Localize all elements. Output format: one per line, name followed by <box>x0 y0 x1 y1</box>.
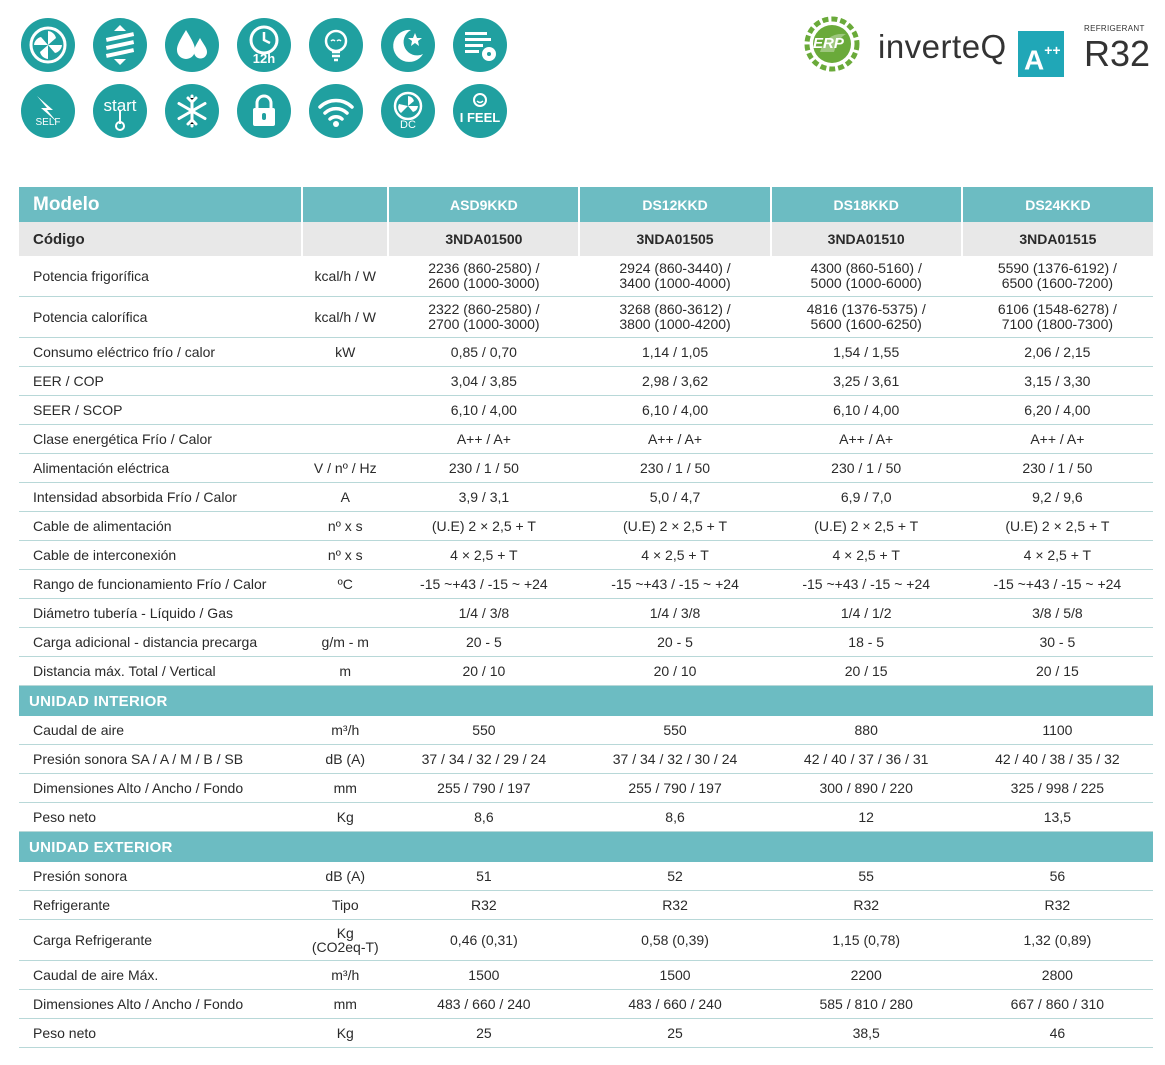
value-cell: 8,6 <box>388 803 579 832</box>
value-cell: -15 ~+43 / -15 ~ +24 <box>962 570 1153 599</box>
value-cell: 0,85 / 0,70 <box>388 338 579 367</box>
unit-stack <box>312 926 379 954</box>
row-unit <box>302 920 388 961</box>
value-cell: -15 ~+43 / -15 ~ +24 <box>388 570 579 599</box>
value-cell <box>962 297 1153 338</box>
value-cell: 325 / 998 / 225 <box>962 774 1153 803</box>
value-cell: 1,54 / 1,55 <box>771 338 962 367</box>
value-cell: 585 / 810 / 280 <box>771 990 962 1019</box>
self-label: SELF <box>35 117 61 128</box>
wifi-icon <box>309 84 363 138</box>
value-cell: -15 ~+43 / -15 ~ +24 <box>771 570 962 599</box>
value-cell: 8,6 <box>579 803 770 832</box>
value-cell: 42 / 40 / 37 / 36 / 31 <box>771 745 962 774</box>
value-cell: 1,15 (0,78) <box>771 920 962 961</box>
value-cell: 880 <box>771 716 962 745</box>
product-code: 3NDA01515 <box>962 222 1153 256</box>
value-cell: 4 × 2,5 + T <box>388 541 579 570</box>
table-row <box>19 338 1153 367</box>
table-row <box>19 396 1153 425</box>
row-unit: V / nº / Hz <box>302 454 388 483</box>
value-cell: (U.E) 2 × 2,5 + T <box>962 512 1153 541</box>
value-line: 3800 (1000-4200) <box>619 316 731 332</box>
value-line: 5590 (1376-6192) / <box>997 260 1117 276</box>
value-cell: 20 - 5 <box>579 628 770 657</box>
value-cell: 6,20 / 4,00 <box>962 396 1153 425</box>
value-cell: 4 × 2,5 + T <box>579 541 770 570</box>
value-line: 4816 (1376-5375) / <box>806 301 926 317</box>
value-cell: (U.E) 2 × 2,5 + T <box>388 512 579 541</box>
row-label: Dimensiones Alto / Ancho / Fondo <box>19 774 302 803</box>
row-unit <box>302 599 388 628</box>
value-cell: 56 <box>962 862 1153 891</box>
model-name: ASD9KKD <box>388 187 579 222</box>
outdoor-section-header <box>19 832 1153 863</box>
row-label: Cable de interconexión <box>19 541 302 570</box>
value-cell <box>579 297 770 338</box>
value-cell: 51 <box>388 862 579 891</box>
value-cell: 483 / 660 / 240 <box>388 990 579 1019</box>
value-cell: 9,2 / 9,6 <box>962 483 1153 512</box>
value-line: 2700 (1000-3000) <box>428 316 540 332</box>
value-cell: 20 - 5 <box>388 628 579 657</box>
value-cell: 1500 <box>388 961 579 990</box>
dc-fan-icon <box>381 84 435 138</box>
row-unit: m <box>302 657 388 686</box>
snowflake-icon <box>165 84 219 138</box>
value-cell: (U.E) 2 × 2,5 + T <box>771 512 962 541</box>
table-row <box>19 961 1153 990</box>
table-row <box>19 541 1153 570</box>
row-unit: nº x s <box>302 541 388 570</box>
row-unit: m³/h <box>302 716 388 745</box>
product-code: 3NDA01505 <box>579 222 770 256</box>
row-unit: kcal/h / W <box>302 256 388 297</box>
dehumidify-icon <box>165 18 219 72</box>
value-cell: A++ / A+ <box>579 425 770 454</box>
value-cell <box>388 256 579 297</box>
value-cell: 1/4 / 1/2 <box>771 599 962 628</box>
value-line: 2600 (1000-3000) <box>428 275 540 291</box>
row-label: Potencia frigorífica <box>19 256 302 297</box>
table-row <box>19 745 1153 774</box>
row-unit: A <box>302 483 388 512</box>
row-label: Caudal de aire Máx. <box>19 961 302 990</box>
value-cell: 255 / 790 / 197 <box>388 774 579 803</box>
row-label: Dimensiones Alto / Ancho / Fondo <box>19 990 302 1019</box>
table-row <box>19 425 1153 454</box>
row-label: Consumo eléctrico frío / calor <box>19 338 302 367</box>
row-label: Alimentación eléctrica <box>19 454 302 483</box>
value-cell: R32 <box>579 891 770 920</box>
table-row <box>19 920 1153 961</box>
inverter-logo: inverteQ <box>878 28 1007 65</box>
value-cell: A++ / A+ <box>771 425 962 454</box>
i-feel-label: I FEEL <box>459 110 501 125</box>
value-cell: 4 × 2,5 + T <box>771 541 962 570</box>
unit-header <box>302 187 388 222</box>
erp-text: ERP <box>813 35 844 52</box>
row-label: Distancia máx. Total / Vertical <box>19 657 302 686</box>
start-icon <box>93 84 147 138</box>
energy-class-letter: A <box>1024 44 1045 76</box>
value-cell: (U.E) 2 × 2,5 + T <box>579 512 770 541</box>
value-cell: 255 / 790 / 197 <box>579 774 770 803</box>
row-unit: dB (A) <box>302 745 388 774</box>
swing-icon <box>93 18 147 72</box>
table-row <box>19 297 1153 338</box>
timer-icon <box>237 18 291 72</box>
row-label: Carga Refrigerante <box>19 920 302 961</box>
model-name: DS24KKD <box>962 187 1153 222</box>
value-cell: 6,10 / 4,00 <box>579 396 770 425</box>
value-cell: 20 / 10 <box>579 657 770 686</box>
row-unit <box>302 396 388 425</box>
refrigerant-label: REFRIGERANT <box>1084 24 1145 33</box>
value-cell: R32 <box>962 891 1153 920</box>
value-line: 4300 (860-5160) / <box>810 260 922 276</box>
value-cell: 2800 <box>962 961 1153 990</box>
value-cell: 300 / 890 / 220 <box>771 774 962 803</box>
row-label: Diámetro tubería - Líquido / Gas <box>19 599 302 628</box>
value-cell: 4 × 2,5 + T <box>962 541 1153 570</box>
row-label: Carga adicional - distancia precarga <box>19 628 302 657</box>
row-label: Intensidad absorbida Frío / Calor <box>19 483 302 512</box>
table-row <box>19 716 1153 745</box>
i-feel-icon <box>453 84 507 138</box>
value-cell: 5,0 / 4,7 <box>579 483 770 512</box>
brand-logos <box>804 16 1151 78</box>
table-row <box>19 1019 1153 1048</box>
value-cell: 1,14 / 1,05 <box>579 338 770 367</box>
row-unit: dB (A) <box>302 862 388 891</box>
row-unit: mm <box>302 774 388 803</box>
value-line: 3400 (1000-4000) <box>619 275 731 291</box>
value-cell: 2,06 / 2,15 <box>962 338 1153 367</box>
row-unit: kcal/h / W <box>302 297 388 338</box>
table-row <box>19 657 1153 686</box>
value-cell: 1100 <box>962 716 1153 745</box>
value-cell: 37 / 34 / 32 / 30 / 24 <box>579 745 770 774</box>
value-cell: R32 <box>388 891 579 920</box>
value-cell: 13,5 <box>962 803 1153 832</box>
value-cell: 550 <box>579 716 770 745</box>
turbo-fan-icon <box>453 18 507 72</box>
row-label: Potencia calorífica <box>19 297 302 338</box>
product-code: 3NDA01510 <box>771 222 962 256</box>
value-line: 2322 (860-2580) / <box>428 301 540 317</box>
model-name: DS18KKD <box>771 187 962 222</box>
table-row <box>19 862 1153 891</box>
table-row <box>19 570 1153 599</box>
sleep-bulb-icon <box>309 18 363 72</box>
row-label: Presión sonora <box>19 862 302 891</box>
value-line: 3268 (860-3612) / <box>619 301 731 317</box>
unit-line: (CO2eq-T) <box>311 938 379 955</box>
row-label: Peso neto <box>19 803 302 832</box>
row-unit: nº x s <box>302 512 388 541</box>
row-label: Presión sonora SA / A / M / B / SB <box>19 745 302 774</box>
table-row <box>19 774 1153 803</box>
value-cell <box>579 256 770 297</box>
row-unit <box>302 367 388 396</box>
row-label: EER / COP <box>19 367 302 396</box>
value-cell: 25 <box>579 1019 770 1048</box>
row-unit <box>302 425 388 454</box>
value-cell: R32 <box>771 891 962 920</box>
lock-icon <box>237 84 291 138</box>
value-cell: 2200 <box>771 961 962 990</box>
row-unit: Kg <box>302 1019 388 1048</box>
value-cell: 20 / 10 <box>388 657 579 686</box>
value-cell: 6,9 / 7,0 <box>771 483 962 512</box>
row-label: SEER / SCOP <box>19 396 302 425</box>
value-line: 6106 (1548-6278) / <box>997 301 1117 317</box>
row-unit: Tipo <box>302 891 388 920</box>
code-row <box>19 222 1153 256</box>
code-unit <box>302 222 388 256</box>
start-label: start <box>103 96 137 115</box>
energy-class-plus: ++ <box>1044 42 1061 58</box>
value-line: 2236 (860-2580) / <box>428 260 540 276</box>
value-cell: 3,9 / 3,1 <box>388 483 579 512</box>
value-cell: 18 - 5 <box>771 628 962 657</box>
table-row <box>19 256 1153 297</box>
table-row <box>19 803 1153 832</box>
row-label: Rango de funcionamiento Frío / Calor <box>19 570 302 599</box>
row-label: Peso neto <box>19 1019 302 1048</box>
value-cell: 46 <box>962 1019 1153 1048</box>
night-mode-icon <box>381 18 435 72</box>
value-cell: 52 <box>579 862 770 891</box>
value-cell: 483 / 660 / 240 <box>579 990 770 1019</box>
value-line: 6500 (1600-7200) <box>1001 275 1114 291</box>
product-code: 3NDA01500 <box>388 222 579 256</box>
value-line: 5000 (1000-6000) <box>810 275 922 291</box>
row-unit: kW <box>302 338 388 367</box>
value-cell: 3,25 / 3,61 <box>771 367 962 396</box>
model-label: Modelo <box>19 187 302 222</box>
code-label: Código <box>19 222 302 256</box>
section-title: UNIDAD INTERIOR <box>19 686 1153 717</box>
fan-icon <box>21 18 75 72</box>
dc-label: DC <box>400 119 416 131</box>
value-cell: 1500 <box>579 961 770 990</box>
value-cell: 38,5 <box>771 1019 962 1048</box>
row-label: Clase energética Frío / Calor <box>19 425 302 454</box>
value-cell: 2,98 / 3,62 <box>579 367 770 396</box>
value-cell <box>771 256 962 297</box>
value-line: 7100 (1800-7300) <box>1001 316 1114 332</box>
section-title: UNIDAD EXTERIOR <box>19 832 1153 863</box>
value-cell: 1/4 / 3/8 <box>388 599 579 628</box>
value-cell: 25 <box>388 1019 579 1048</box>
value-cell: 6,10 / 4,00 <box>388 396 579 425</box>
row-label: Refrigerante <box>19 891 302 920</box>
model-name: DS12KKD <box>579 187 770 222</box>
value-cell: 667 / 860 / 310 <box>962 990 1153 1019</box>
row-unit: ºC <box>302 570 388 599</box>
spec-table <box>19 187 1153 1048</box>
value-cell <box>962 256 1153 297</box>
row-unit: mm <box>302 990 388 1019</box>
value-cell: 230 / 1 / 50 <box>771 454 962 483</box>
value-line: 2924 (860-3440) / <box>619 260 731 276</box>
table-row <box>19 599 1153 628</box>
value-cell: 12 <box>771 803 962 832</box>
value-cell: 0,46 (0,31) <box>388 920 579 961</box>
value-cell: 6,10 / 4,00 <box>771 396 962 425</box>
value-cell: 230 / 1 / 50 <box>579 454 770 483</box>
table-row <box>19 483 1153 512</box>
row-label: Cable de alimentación <box>19 512 302 541</box>
row-unit: Kg <box>302 803 388 832</box>
timer-label: 12h <box>252 51 276 66</box>
refrigerant-logo: R32 <box>1084 33 1151 74</box>
table-row <box>19 454 1153 483</box>
table-row <box>19 628 1153 657</box>
value-cell: 230 / 1 / 50 <box>962 454 1153 483</box>
value-cell: 1/4 / 3/8 <box>579 599 770 628</box>
row-unit: m³/h <box>302 961 388 990</box>
value-cell <box>388 297 579 338</box>
self-clean-icon <box>21 84 75 138</box>
value-cell: 550 <box>388 716 579 745</box>
unit-line: Kg <box>336 924 354 941</box>
value-cell <box>771 297 962 338</box>
indoor-section-header <box>19 686 1153 717</box>
value-cell: 230 / 1 / 50 <box>388 454 579 483</box>
value-cell: 42 / 40 / 38 / 35 / 32 <box>962 745 1153 774</box>
row-label: Caudal de aire <box>19 716 302 745</box>
erp-logo <box>804 16 860 72</box>
value-cell: A++ / A+ <box>388 425 579 454</box>
table-row <box>19 367 1153 396</box>
value-cell: 37 / 34 / 32 / 29 / 24 <box>388 745 579 774</box>
value-cell: 1,32 (0,89) <box>962 920 1153 961</box>
value-cell: 55 <box>771 862 962 891</box>
value-cell: 3,15 / 3,30 <box>962 367 1153 396</box>
energy-class-badge <box>1018 31 1064 77</box>
model-header-row <box>19 187 1153 222</box>
row-unit: g/m - m <box>302 628 388 657</box>
value-cell: -15 ~+43 / -15 ~ +24 <box>579 570 770 599</box>
value-cell: 0,58 (0,39) <box>579 920 770 961</box>
table-row <box>19 512 1153 541</box>
table-row <box>19 891 1153 920</box>
value-cell: 3,04 / 3,85 <box>388 367 579 396</box>
value-cell: 3/8 / 5/8 <box>962 599 1153 628</box>
value-cell: 30 - 5 <box>962 628 1153 657</box>
value-cell: A++ / A+ <box>962 425 1153 454</box>
table-row <box>19 990 1153 1019</box>
value-line: 5600 (1600-6250) <box>810 316 922 332</box>
value-cell: 20 / 15 <box>962 657 1153 686</box>
value-cell: 20 / 15 <box>771 657 962 686</box>
